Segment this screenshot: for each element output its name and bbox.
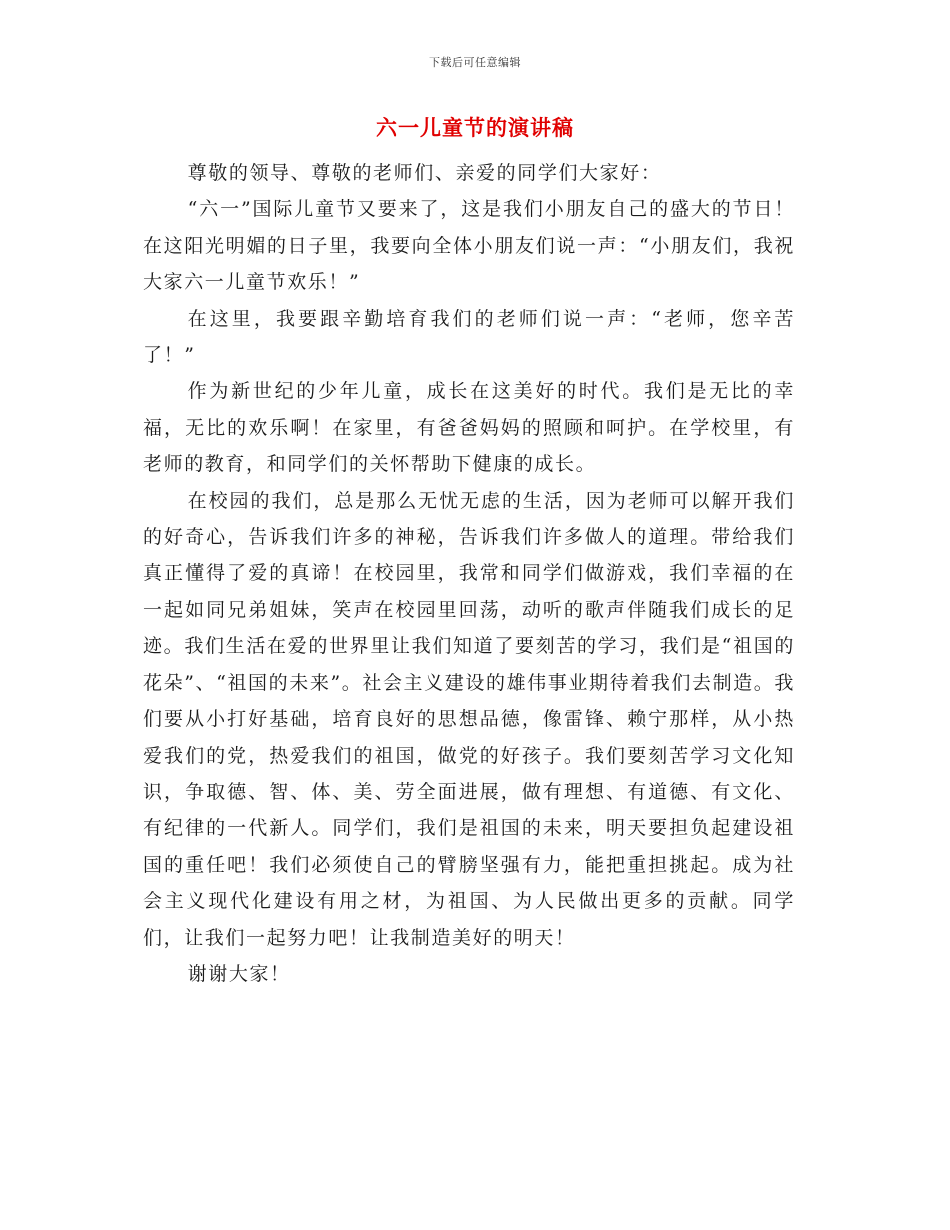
document-body [143, 155, 795, 992]
document-title: 六一儿童节的演讲稿 [376, 115, 574, 140]
body-paragraph: 在这里，我要跟辛勤培育我们的老师们说一声：“老师，您辛苦了！” [143, 307, 795, 367]
header-note: 下载后可任意编辑 [429, 56, 521, 69]
body-paragraph: 在校园的我们，总是那么无忧无虑的生活，因为老师可以解开我们的好奇心，告诉我们许多的神秘，告诉我们许多做人的道理。带给我们真正懂得了爱的真谛！在校园里，我常和同学们做游戏，我们幸福的在一起如同兄弟姐妹，笑声在校园里回荡，动听的歌声伴随我们成长的足迹。我们生活在爱的世界里让我们知道了要刻苦的学习，我们是“祖国的花朵”、“祖国的未来”。社会主义建设的雄伟事业期待着我们去制造。我们要从小打好基础，培育良好的思想品德，像雷锋、赖宁那样，从小热爱我们的党，热爱我们的祖国，做党的好孩子。我们要刻苦学习文化知识，争取德、智、体、美、劳全面进展，做有理想、有道德、有文化、有纪律的一代新人。同学们，我们是祖国的未来，明天要担负起建设祖国的重任吧！我们必须使自己的臂膀坚强有力，能把重担挑起。成为社会主义现代化建设有用之材，为祖国、为人民做出更多的贡献。同学们，让我们一起努力吧！让我制造美好的明天！ [143, 489, 795, 949]
greeting-paragraph: 尊敬的领导、尊敬的老师们、亲爱的同学们大家好： [187, 162, 662, 184]
body-paragraph: “六一”国际儿童节又要来了，这是我们小朋友自己的盛大的节日！在这阳光明媚的日子里，我要向全体小朋友们说一声：“小朋友们，我祝大家六一儿童节欢乐！” [143, 198, 795, 294]
body-paragraph: 作为新世纪的少年儿童，成长在这美好的时代。我们是无比的幸福，无比的欢乐啊！在家里，有爸爸妈妈的照顾和呵护。在学校里，有老师的教育，和同学们的关怀帮助下健康的成长。 [143, 380, 795, 476]
closing-paragraph: 谢谢大家！ [187, 962, 291, 985]
